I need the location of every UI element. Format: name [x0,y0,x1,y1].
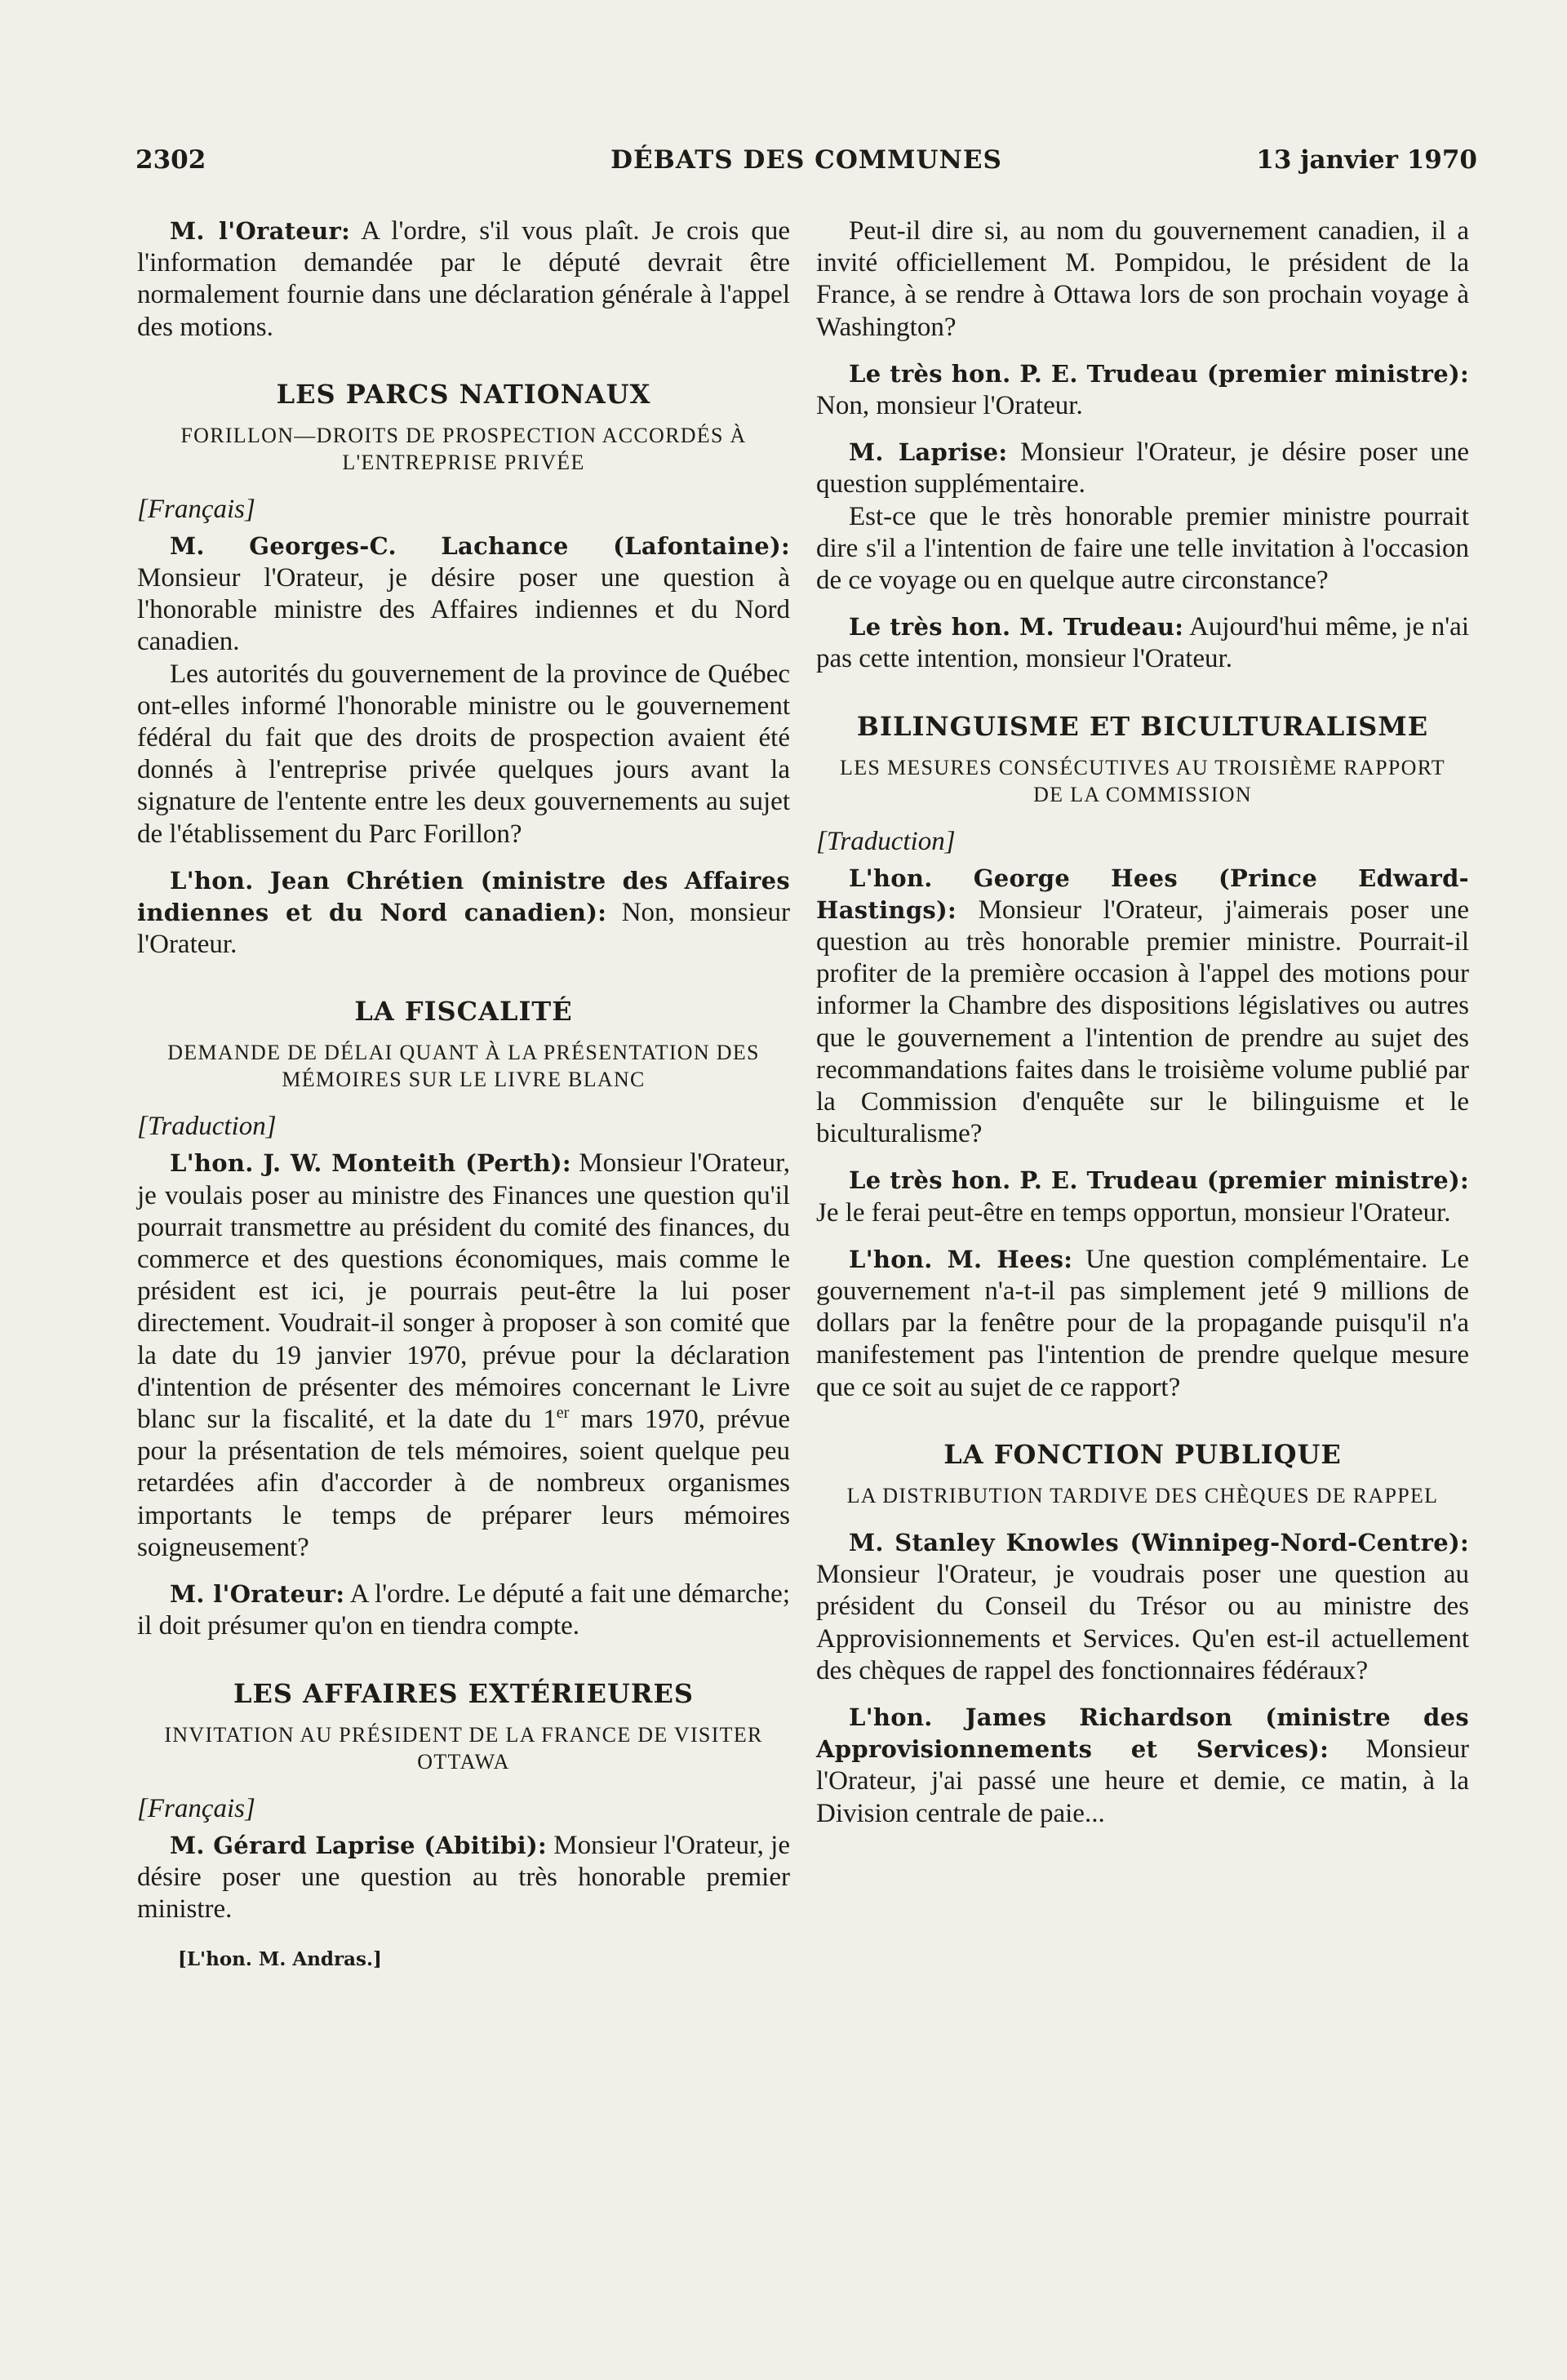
running-head [135,145,1477,186]
speaker: Le très hon. P. E. Trudeau (premier ministre): [849,1166,1469,1195]
speaker: L'hon. J. W. Monteith (Perth): [170,1149,571,1178]
paragraph [816,358,1469,422]
paragraph-text: Monsieur l'Orateur, je désire poser une question à l'honorable ministre des Affaires indiennes et du Nord canadien. [137,563,790,657]
section-heading: LA FONCTION PUBLIQUE [943,1438,1342,1470]
paragraph [137,1148,790,1564]
speaker: Le très hon. P. E. Trudeau (premier ministre): [849,359,1469,388]
paragraph [137,1579,790,1642]
paragraph-text: A l'ordre, s'il vous plaît. Je crois que l'information demandée par le député devrait être normalement fournie dans une déclaration générale à l'appel des motions. [137,216,790,342]
paragraph [137,215,790,344]
paragraph: Est-ce que le très honorable premier ministre pourrait dire s'il a l'intention de faire une telle invitation à l'occasion de ce voyage ou en quelque autre circonstance? [816,501,1469,596]
speaker: M. Georges-C. Lachance (Lafontaine): [170,531,790,560]
paragraph-text: Non, monsieur l'Orateur. [816,391,1083,421]
section-subheading: LES MESURES CONSÉCUTIVES AU TROISIÈME RAPPORT DE LA COMMISSION [840,755,1445,806]
speaker: M. l'Orateur: [170,217,351,245]
paragraph [816,863,1469,1151]
section-subheading: FORILLON—DROITS DE PROSPECTION ACCORDÉS À L'ENTREPRISE PRIVÉE [180,423,747,474]
paragraph [816,1244,1469,1404]
language-note: [Français] [137,494,255,524]
paragraph-text: A l'ordre. Le député a fait une démarche; il doit présumer qu'on en tiendra compte. [137,1579,790,1641]
paragraph-text: Aujourd'hui même, je n'ai pas cette intention, monsieur l'Orateur. [816,612,1469,674]
paragraph-text: Monsieur l'Orateur, j'ai passé une heure et demie, ce matin, à la Division centrale de paie... [816,1734,1469,1828]
paragraph-text: Monsieur l'Orateur, je voudrais poser une question au président du Conseil du Trésor ou au ministre des Approvisionnements et Services. Qu'en est-il actuellement des chèques de rappel des fonctionnaires fédéraux? [816,1560,1469,1685]
paragraph-text: Une question complémentaire. Le gouvernement n'a-t-il pas simplement jeté 9 millions de dollars par la fenêtre pour de la propagande puisqu'il n'a manifestement pas l'intention de prendre quelque mesure que ce soit au sujet de ce rapport? [816,1244,1469,1402]
paragraph-text: Monsieur l'Orateur, je voulais poser au ministre des Finances une question qu'il pourrait transmettre au président du comité des finances, du commerce et des questions économiques, mais comme le président est ici, je pourrais peut-être la lui poser directement. Voudrait-il songer à proposer à son comité que la date du 19 janvier 1970, prévue pour la déclaration d'intention de présenter des mémoires concernant le Livre blanc sur la fiscalité, et la date du 1 [137,1148,790,1435]
paragraph-text: Je le ferai peut-être en temps opportun, monsieur l'Orateur. [816,1197,1451,1228]
paragraph [137,1830,790,1926]
section-heading: BILINGUISME ET BICULTURALISME [856,710,1429,742]
page-number: 2302 [135,145,206,175]
paragraph: Peut-il dire si, au nom du gouvernement canadien, il a invité officiellement M. Pompidou, le président de la France, à se rendre à Ottawa lors de son prochain voyage à Washington? [816,216,1469,342]
paragraph: Les autorités du gouvernement de la province de Québec ont-elles informé l'honorable ministre ou le gouvernement fédéral du fait que des droits de prospection avaient été donnés à l'entreprise privée quelques jours avant la signature de l'entente entre les deux gouvernements au sujet de l'établissement du Parc Forillon? [137,659,790,849]
paragraph [816,1527,1469,1687]
paragraph [137,531,790,659]
journal-title: DÉBATS DES COMMUNES [610,145,1002,175]
paragraph-text: Non, monsieur l'Orateur. [137,898,791,960]
section-heading: LES AFFAIRES EXTÉRIEURES [233,1677,694,1709]
issue-date: 13 janvier 1970 [1256,145,1477,175]
ordinal-superscript: er [556,1404,570,1423]
paragraph [816,1165,1469,1228]
paragraph [816,1702,1469,1830]
speaker: M. Laprise: [849,438,1008,467]
section-heading: LA FISCALITÉ [354,996,573,1028]
speaker: L'hon. M. Hees: [849,1245,1073,1273]
paragraph [137,865,790,961]
speaker: Le très hon. M. Trudeau: [849,613,1184,642]
speaker: L'hon. George Hees (Prince Edward-Hastings): [816,864,1469,924]
section-subheading: INVITATION AU PRÉSIDENT DE LA FRANCE DE VISITER OTTAWA [164,1722,763,1774]
paragraph-text: Monsieur l'Orateur, je désire poser une question supplémentaire. [816,437,1469,500]
paragraph [816,611,1469,675]
speaker: M. Gérard Laprise (Abitibi): [170,1831,548,1859]
paragraph-text: Monsieur l'Orateur, j'aimerais poser une question au très honorable premier ministre. Pourrait-il profiter de la première occasion à l'appel des motions pour informer la Chambre des dispositions législatives ou autres que le gouvernement a l'intention de prendre au sujet des recommandations faites dans le troisième volume publié par la Commission d'enquête sur le bilinguisme et le biculturalisme? [816,895,1469,1149]
speaker: L'hon. James Richardson (ministre des Approvisionnements et Services): [816,1703,1469,1764]
language-note: [Traduction] [137,1112,277,1142]
speaker: L'hon. Jean Chrétien (ministre des Affaires indiennes et du Nord canadien): [137,866,790,927]
paragraph-text: mars 1970, prévue pour la présentation de tels mémoires, soient quelque peu retardées afin d'accorder à de nombreux organismes importants le temps de préparer leurs mémoires soigneusement? [137,1405,790,1562]
right-column [816,215,1469,1830]
speaker-footer-note: [L'hon. M. Andras.] [178,1948,382,1971]
language-note: [Traduction] [816,826,956,856]
section-subheading: DEMANDE DE DÉLAI QUANT À LA PRÉSENTATION DES MÉMOIRES SUR LE LIVRE BLANC [167,1041,760,1092]
speaker: M. l'Orateur: [170,1580,345,1609]
paragraph [816,437,1469,500]
left-column [137,215,790,1975]
section-heading: LES PARCS NATIONAUX [276,378,651,410]
paragraph-text: Monsieur l'Orateur, je désire poser une question au très honorable premier ministre. [137,1830,790,1924]
section-subheading: LA DISTRIBUTION TARDIVE DES CHÈQUES DE RAPPEL [846,1483,1439,1507]
speaker: M. Stanley Knowles (Winnipeg-Nord-Centre): [849,1528,1469,1556]
language-note: [Français] [137,1793,255,1823]
